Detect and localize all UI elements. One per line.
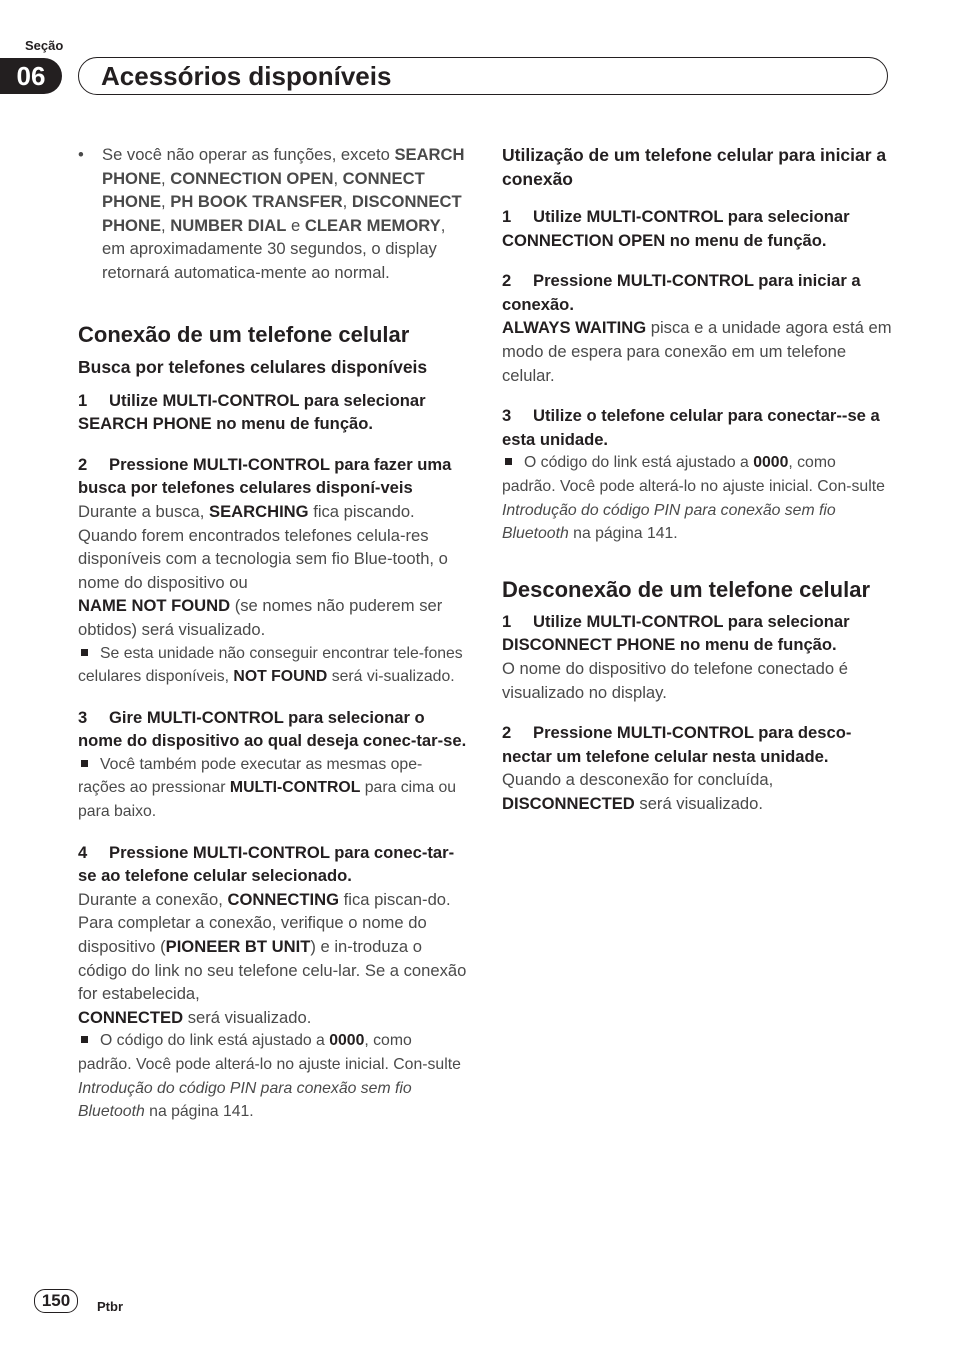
subsection-heading: Utilização de um telefone celular para iniciar a conexão <box>502 145 887 189</box>
step-3: 3 Gire MULTI-CONTROL para selecionar o nome do dispositivo ao qual deseja conec-tar-se. <box>78 707 467 751</box>
chapter-title: Acessórios disponíveis <box>101 61 392 91</box>
section-label: Seção <box>25 38 64 53</box>
bullet-text: Se você não operar as funções, exceto SEARCH PHONE, CONNECTION OPEN, CONNECT PHONE, PH BOOK TRANSFER, DISCONNECT PHONE, NUMBER DIAL e CLEAR MEMORY, em aproximadamente 30 segundos, o display retornará automatica-mente ao normal. <box>102 145 465 282</box>
step-1-text: O nome do dispositivo do telefone conectado é visualizado no display. <box>502 658 848 702</box>
bullet-icon: • <box>78 145 84 164</box>
step-3-note: O código do link está ajustado a 0000, como padrão. Você pode alterá-lo no ajuste inicial. Con-sulte Introdução do código PIN para conexão sem fio Bluetooth na página 141. <box>502 454 885 543</box>
note-square-icon <box>81 1036 88 1043</box>
note-square-icon <box>81 649 88 656</box>
section-heading: Desconexão de um telefone celular <box>502 576 871 602</box>
step-1: 1 Utilize MULTI-CONTROL para selecionar CONNECTION OPEN no menu de função. <box>502 207 850 250</box>
step-4: 4 Pressione MULTI-CONTROL para conec-tar-se ao telefone celular selecionado. <box>78 842 455 886</box>
language-label: Ptbr <box>97 1299 123 1314</box>
step-2-note: Se esta unidade não conseguir encontrar tele-fones celulares disponíveis, NOT FOUND será vi-sualizado. <box>78 644 463 686</box>
step-4-text: Durante a conexão, CONNECTING fica piscan-do. Para completar a conexão, verifique o nome do dispositivo (PIONEER BT UNIT) e in-troduza o código do link no seu telefone celu-lar. Se a conexão for estabelecida, CONNECTED será visualizado. <box>78 889 467 1027</box>
step-4-note: O código do link está ajustado a 0000, como padrão. Você pode alterá-lo no ajuste inicial. Con-sulte Introdução do código PIN para conexão sem fio Bluetooth na página 141. <box>78 1032 461 1121</box>
step-2: 2 Pressione MULTI-CONTROL para fazer uma busca por telefones celulares disponí-veis <box>78 454 452 498</box>
left-column <box>78 143 468 1124</box>
step-2-text: ALWAYS WAITING pisca e a unidade agora está em modo de espera para conexão em um telefone celular. <box>502 318 892 385</box>
page-number: 150 <box>34 1289 78 1313</box>
subsection-heading: Busca por telefones celulares disponíveis <box>78 356 428 377</box>
step-2-text: Durante a busca, SEARCHING fica piscando. Quando forem encontrados telefones celula-res disponíveis com a tecnologia sem fio Blue-tooth, o nome do dispositivo ou NAME NOT FOUND (se nomes não puderem ser obtidos) será visualizado. <box>78 501 448 639</box>
step-3: 3 Utilize o telefone celular para conectar--se a esta unidade. <box>502 406 880 449</box>
step-3-note: Você também pode executar as mesmas ope-rações ao pressionar MULTI-CONTROL para cima ou para baixo. <box>78 755 457 821</box>
step-2: 2 Pressione MULTI-CONTROL para iniciar a conexão. <box>502 271 861 314</box>
section-heading: Conexão de um telefone celular <box>78 321 410 347</box>
step-2-text: Quando a desconexão for concluída, DISCONNECTED será visualizado. <box>502 770 774 813</box>
section-number-badge: 06 <box>0 58 62 94</box>
note-square-icon <box>505 458 512 465</box>
step-1: 1 Utilize MULTI-CONTROL para selecionar DISCONNECT PHONE no menu de função. <box>502 611 850 655</box>
step-1: 1 Utilize MULTI-CONTROL para selecionar SEARCH PHONE no menu de função. <box>78 390 426 434</box>
note-square-icon <box>81 760 88 767</box>
bullet-item <box>78 143 468 285</box>
right-column <box>502 143 892 815</box>
chapter-title-box <box>78 57 888 95</box>
step-2: 2 Pressione MULTI-CONTROL para desco-nectar um telefone celular nesta unidade. <box>502 723 852 766</box>
